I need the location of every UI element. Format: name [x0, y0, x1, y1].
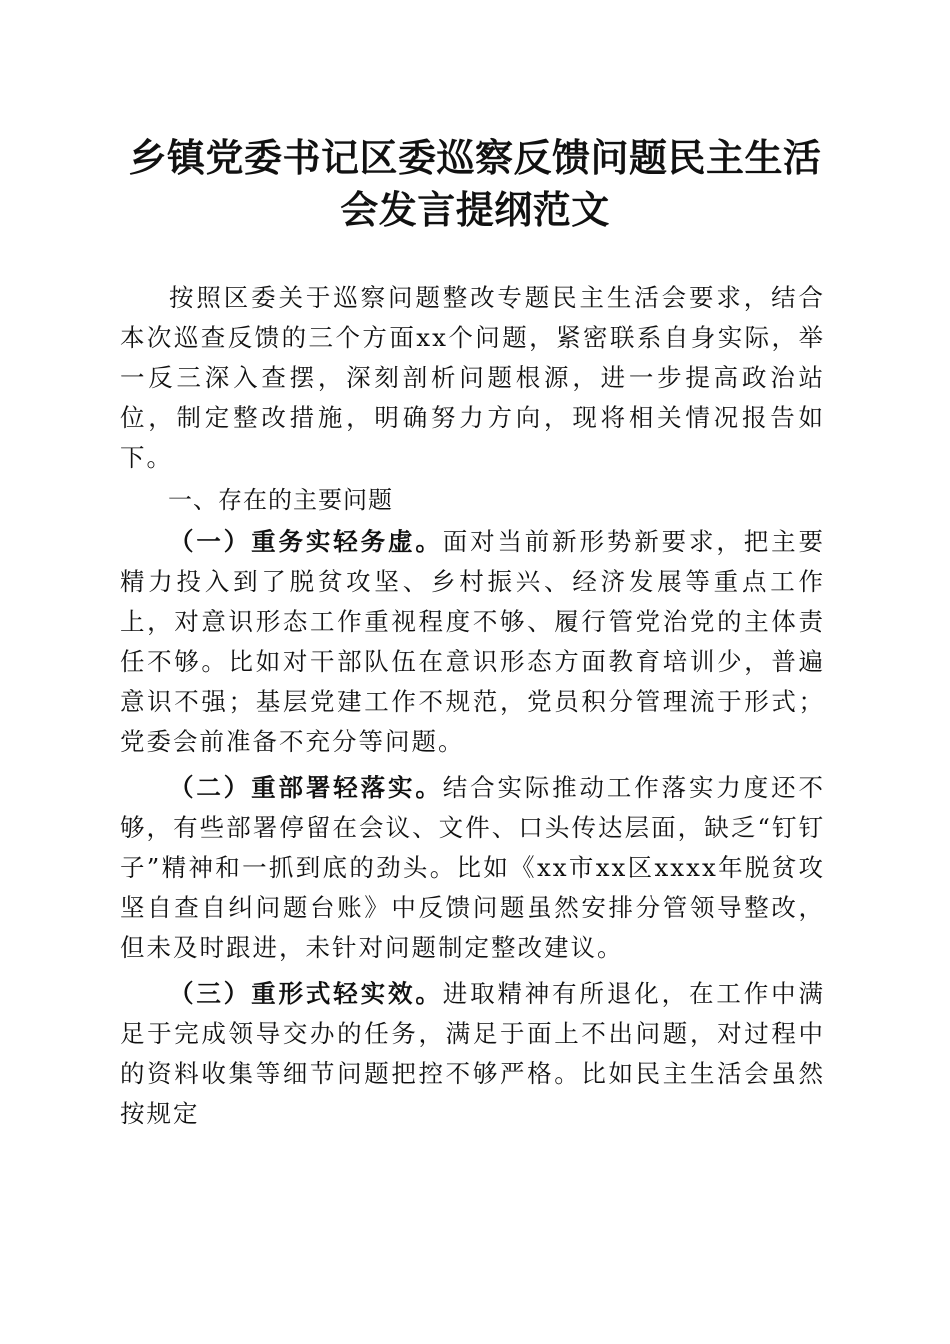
document-body: [120, 278, 825, 1134]
problem-item-3: [120, 974, 825, 1134]
problem-item-2: [120, 768, 825, 968]
document-title: 乡镇党委书记区委巡察反馈问题民主生活会发言提纲范文: [128, 135, 822, 232]
problem-item-1-title: （一）重务实轻务虚。: [169, 527, 443, 556]
problem-item-1-text: 面对当前新形势新要求，把主要精力投入到了脱贫攻坚、乡村振兴、经济发展等重点工作上，对意识形态工作重视程度不够、履行管党治党的主体责任不够。比如对干部队伍在意识形态方面教育培训少，普遍意识不强；基层党建工作不规范，党员积分管理流于形式；党委会前准备不充分等问题。: [120, 527, 826, 756]
problem-item-2-title: （二）重部署轻落实。: [169, 773, 443, 802]
problem-item-1: [120, 522, 825, 762]
problem-item-3-text: 进取精神有所退化，在工作中满足于完成领导交办的任务，满足于面上不出问题，对过程中的资料收集等细节问题把控不够严格。比如民主生活会虽然按规定: [120, 979, 826, 1128]
section-heading: 一、存在的主要问题: [168, 486, 393, 514]
intro-paragraph: 按照区委关于巡察问题整改专题民主生活会要求，结合本次巡查反馈的三个方面xx个问题，紧密联系自身实际，举一反三深入查摆，深刻剖析问题根源，进一步提高政治站位，制定整改措施，明确努力方向，现将相关情况报告如下。: [120, 283, 825, 472]
problem-item-3-title: （三）重形式轻实效。: [169, 979, 443, 1008]
problem-item-2-text: 结合实际推动工作落实力度还不够，有些部署停留在会议、文件、口头传达层面，缺乏“钉钉子”精神和一抓到底的劲头。比如《xx市xx区xxxx年脱贫攻坚自查自纠问题台账》中反馈问题虽然安排分管领导整改，但未及时跟进，未针对问题制定整改建议。: [120, 773, 826, 962]
